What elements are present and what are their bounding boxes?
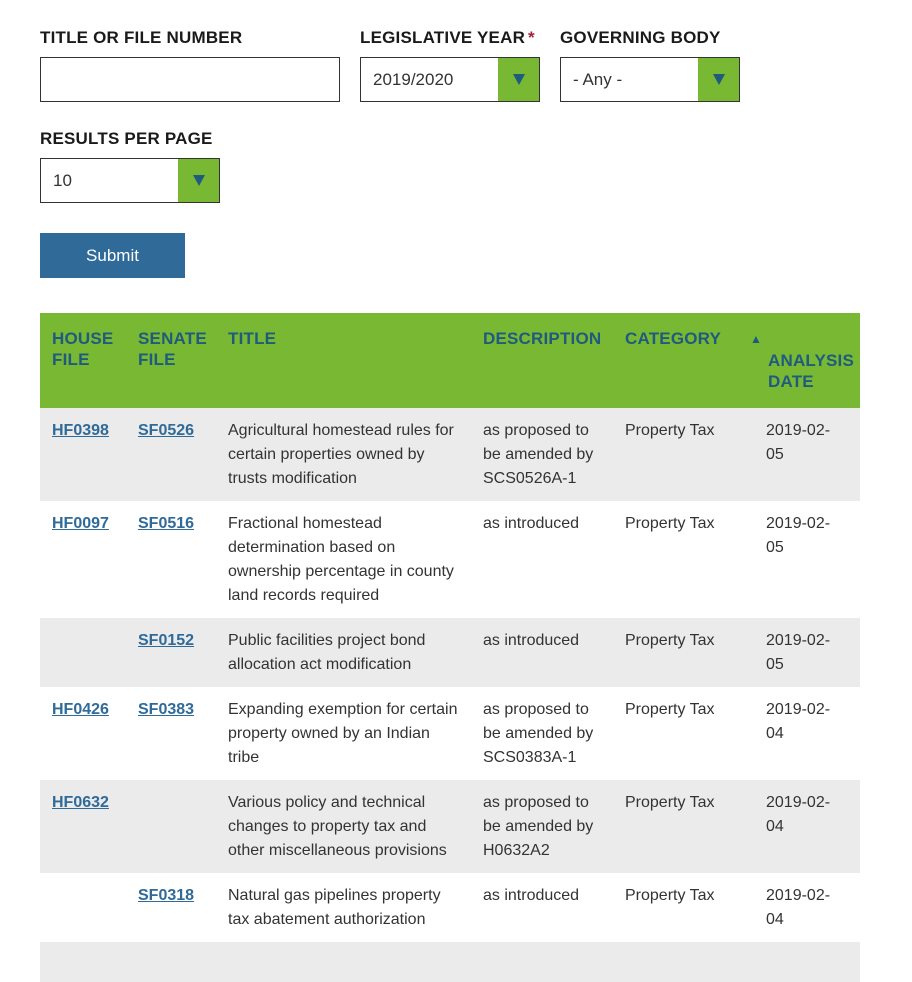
- legislative-year-value: 2019/2020: [373, 69, 454, 89]
- category-cell: Property Tax: [625, 701, 715, 718]
- analysis-date-line2: 04: [766, 911, 784, 928]
- governing-body-value: - Any -: [573, 69, 623, 89]
- results-per-page-value: 10: [53, 170, 72, 190]
- table-row: [40, 780, 860, 873]
- header-house-file[interactable]: [40, 313, 126, 408]
- analysis-date-line1: 2019-02-: [766, 422, 831, 439]
- analysis-date-line2: 05: [766, 539, 784, 556]
- analysis-date-cell: [754, 687, 860, 780]
- house-file-cell: [40, 501, 126, 618]
- analysis-date-line2: 05: [766, 656, 784, 673]
- legislative-year-label-text: LEGISLATIVE YEAR: [360, 28, 526, 47]
- description-cell: as proposed to be amended by H0632A2: [483, 794, 594, 859]
- analysis-date-line1: 2019-02-: [766, 515, 831, 532]
- house-file-cell: [40, 618, 126, 687]
- header-analysis-date-line2: DATE: [768, 372, 814, 391]
- description-cell: as introduced: [483, 515, 580, 532]
- senate-file-cell: [126, 618, 216, 687]
- title-cell: Agricultural homestead rules for certain properties owned by trusts modification: [228, 422, 454, 487]
- table-row-partial: [40, 942, 860, 982]
- header-title[interactable]: TITLE: [228, 329, 277, 348]
- description-cell: as proposed to be amended by SCS0526A-1: [483, 422, 594, 487]
- caret-down-icon: [513, 74, 525, 85]
- header-senate-file[interactable]: [126, 313, 216, 408]
- category-cell: Property Tax: [625, 794, 715, 811]
- table-row: [40, 501, 860, 618]
- header-senate-file-line2: FILE: [138, 350, 176, 369]
- house-file-link[interactable]: HF0426: [52, 701, 109, 718]
- analysis-date-line1: 2019-02-: [766, 794, 831, 811]
- required-marker: *: [528, 28, 535, 47]
- caret-down-icon: [713, 74, 725, 85]
- description-cell: as proposed to be amended by SCS0383A-1: [483, 701, 594, 766]
- analysis-date-line2: 04: [766, 818, 784, 835]
- house-file-cell: [40, 780, 126, 873]
- governing-body-dropdown-button[interactable]: [698, 58, 739, 101]
- senate-file-link[interactable]: SF0383: [138, 701, 195, 718]
- analysis-date-cell: [754, 408, 860, 501]
- house-file-link[interactable]: HF0632: [52, 794, 109, 811]
- description-cell: as introduced: [483, 632, 580, 649]
- house-file-cell: [40, 408, 126, 501]
- header-house-file-line1: HOUSE: [52, 329, 114, 348]
- analysis-date-line2: 04: [766, 725, 784, 742]
- submit-button[interactable]: Submit: [40, 233, 185, 278]
- caret-down-icon: [193, 175, 205, 186]
- title-cell: Expanding exemption for certain property owned by an Indian tribe: [228, 701, 458, 766]
- results-per-page-dropdown-button[interactable]: [178, 159, 219, 202]
- table-row: [40, 408, 860, 501]
- legislative-year-label: [360, 28, 535, 48]
- results-table: [40, 313, 860, 982]
- table-row: [40, 618, 860, 687]
- results-per-page-select[interactable]: [40, 158, 220, 203]
- senate-file-link[interactable]: SF0516: [138, 515, 195, 532]
- governing-body-select[interactable]: [560, 57, 740, 102]
- house-file-link[interactable]: HF0398: [52, 422, 109, 439]
- header-house-file-line2: FILE: [52, 350, 90, 369]
- table-row: [40, 687, 860, 780]
- senate-file-cell: [126, 873, 216, 942]
- results-per-page-label: RESULTS PER PAGE: [40, 129, 213, 148]
- analysis-date-line1: 2019-02-: [766, 632, 831, 649]
- analysis-date-line2: 05: [766, 446, 784, 463]
- analysis-date-cell: [754, 618, 860, 687]
- header-description[interactable]: DESCRIPTION: [483, 329, 602, 348]
- analysis-date-cell: [754, 873, 860, 942]
- senate-file-cell: [126, 408, 216, 501]
- senate-file-link[interactable]: SF0152: [138, 632, 195, 649]
- senate-file-cell: [126, 501, 216, 618]
- title-cell: Various policy and technical changes to property tax and other miscellaneous provisions: [228, 794, 447, 859]
- header-senate-file-line1: SENATE: [138, 329, 207, 348]
- title-cell: Public facilities project bond allocation act modification: [228, 632, 426, 673]
- header-category[interactable]: CATEGORY: [625, 329, 722, 348]
- house-file-cell: [40, 873, 126, 942]
- header-analysis-date[interactable]: [750, 313, 860, 408]
- legislative-year-select[interactable]: [360, 57, 540, 102]
- title-cell: Natural gas pipelines property tax abatement authorization: [228, 887, 441, 928]
- senate-file-link[interactable]: SF0526: [138, 422, 195, 439]
- sort-ascending-icon: ▲: [750, 332, 763, 346]
- senate-file-link[interactable]: SF0318: [138, 887, 195, 904]
- table-row: [40, 873, 860, 942]
- partial-cell: [40, 942, 860, 982]
- analysis-date-line1: 2019-02-: [766, 887, 831, 904]
- category-cell: Property Tax: [625, 887, 715, 904]
- category-cell: Property Tax: [625, 515, 715, 532]
- category-cell: Property Tax: [625, 422, 715, 439]
- legislative-year-dropdown-button[interactable]: [498, 58, 539, 101]
- title-cell: Fractional homestead determination based on ownership percentage in county land records required: [228, 515, 454, 604]
- analysis-date-cell: [754, 501, 860, 618]
- category-cell: Property Tax: [625, 632, 715, 649]
- title-filter-input[interactable]: [40, 57, 340, 102]
- senate-file-cell: [126, 780, 216, 873]
- analysis-date-cell: [754, 780, 860, 873]
- title-filter-label: TITLE OR FILE NUMBER: [40, 28, 243, 47]
- house-file-link[interactable]: HF0097: [52, 515, 109, 532]
- description-cell: as introduced: [483, 887, 580, 904]
- governing-body-label: GOVERNING BODY: [560, 28, 721, 47]
- analysis-date-line1: 2019-02-: [766, 701, 831, 718]
- header-analysis-date-line1: ANALYSIS: [768, 351, 854, 370]
- senate-file-cell: [126, 687, 216, 780]
- table-header-row: [40, 313, 860, 408]
- house-file-cell: [40, 687, 126, 780]
